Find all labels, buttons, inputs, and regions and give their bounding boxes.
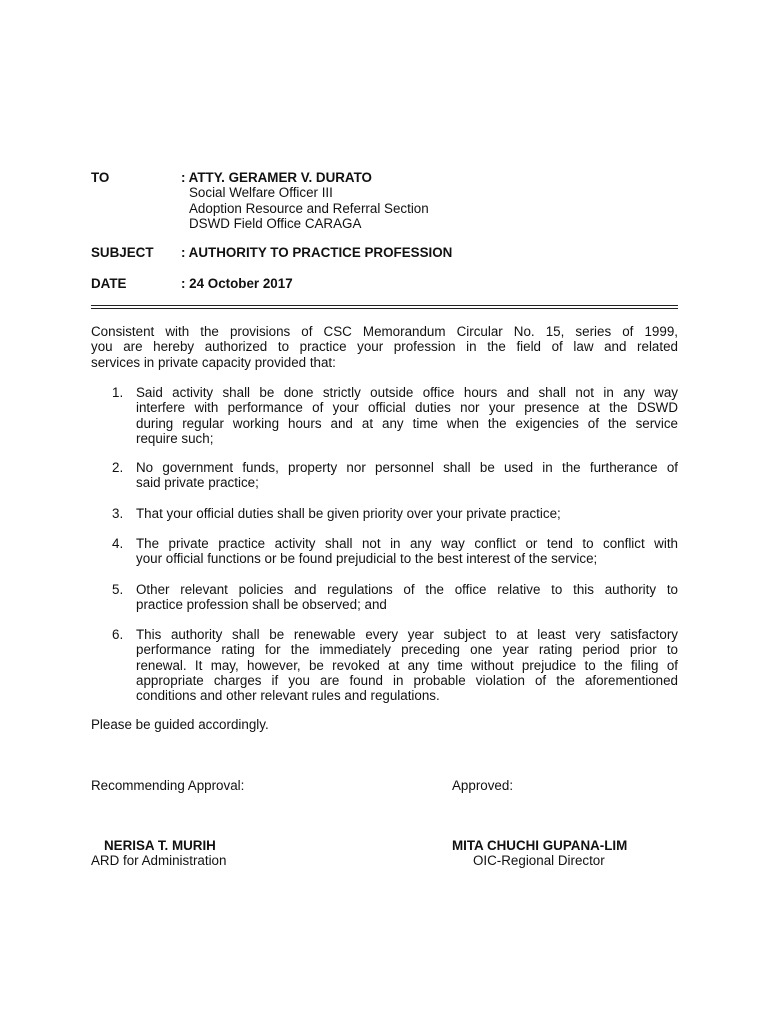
item-line: conditions and other relevant rules and regulations. xyxy=(136,688,440,704)
item-line: Said activity shall be done strictly outside office hours and shall not in any way xyxy=(136,385,678,400)
subject-label: SUBJECT xyxy=(91,245,154,260)
item-line: performance rating for the immediately preceding one year rating period prior to xyxy=(136,642,678,658)
item-line: interfere with performance of your official duties nor your presence at the DSWD xyxy=(136,400,678,416)
to-label: TO xyxy=(91,170,110,185)
item-line: That your official duties shall be given priority over your private practice; xyxy=(136,506,561,521)
closing-line: Please be guided accordingly. xyxy=(91,717,269,732)
approver-title: OIC-Regional Director xyxy=(473,853,605,868)
item-line: Other relevant policies and regulations of the office relative to this authority to xyxy=(136,582,678,597)
item-line: appropriate charges if you are found in probable violation of the aforementioned xyxy=(136,672,678,688)
to-name: : ATTY. GERAMER V. DURATO xyxy=(181,170,372,185)
item-line: renewal. It may, however, be revoked at any time without prejudice to the filing of xyxy=(136,657,678,673)
item-number: 6. xyxy=(112,627,124,642)
header-divider-bottom xyxy=(91,308,678,309)
item-line: said private practice; xyxy=(136,475,259,491)
item-number: 3. xyxy=(112,506,124,521)
item-line: your official functions or be found prejudicial to the best interest of the service; xyxy=(136,551,598,567)
item-number: 5. xyxy=(112,582,124,597)
intro-line: Consistent with the provisions of CSC Memorandum Circular No. 15, series of 1999, xyxy=(91,324,678,339)
recommender-name: NERISA T. MURIH xyxy=(104,838,216,853)
intro-line: you are hereby authorized to practice your profession in the field of law and related xyxy=(91,339,678,355)
item-line: practice profession shall be observed; and xyxy=(136,597,387,613)
item-number: 4. xyxy=(112,536,124,551)
date-value: : 24 October 2017 xyxy=(181,276,293,291)
date-label: DATE xyxy=(91,276,127,291)
to-office: DSWD Field Office CARAGA xyxy=(189,216,362,231)
recommender-title: ARD for Administration xyxy=(91,853,227,868)
header-divider-top xyxy=(91,305,678,306)
item-line: The private practice activity shall not in any way conflict or tend to conflict with xyxy=(136,536,678,551)
subject-value: : AUTHORITY TO PRACTICE PROFESSION xyxy=(181,245,453,260)
item-line: No government funds, property nor personnel shall be used in the furtherance of xyxy=(136,460,678,475)
item-line: require such; xyxy=(136,430,214,446)
item-line: This authority shall be renewable every year subject to at least very satisfactory xyxy=(136,627,678,642)
recommending-approval-label: Recommending Approval: xyxy=(91,778,245,793)
to-section: Adoption Resource and Referral Section xyxy=(189,201,429,216)
intro-line: services in private capacity provided that: xyxy=(91,354,336,370)
approver-name: MITA CHUCHI GUPANA-LIM xyxy=(452,838,628,853)
to-position: Social Welfare Officer III xyxy=(189,185,333,200)
intro-paragraph xyxy=(91,324,678,370)
item-line: during regular working hours and at any time when the exigencies of the service xyxy=(136,415,678,431)
item-number: 1. xyxy=(112,385,124,400)
item-number: 2. xyxy=(112,460,124,475)
approved-label: Approved: xyxy=(452,778,514,793)
